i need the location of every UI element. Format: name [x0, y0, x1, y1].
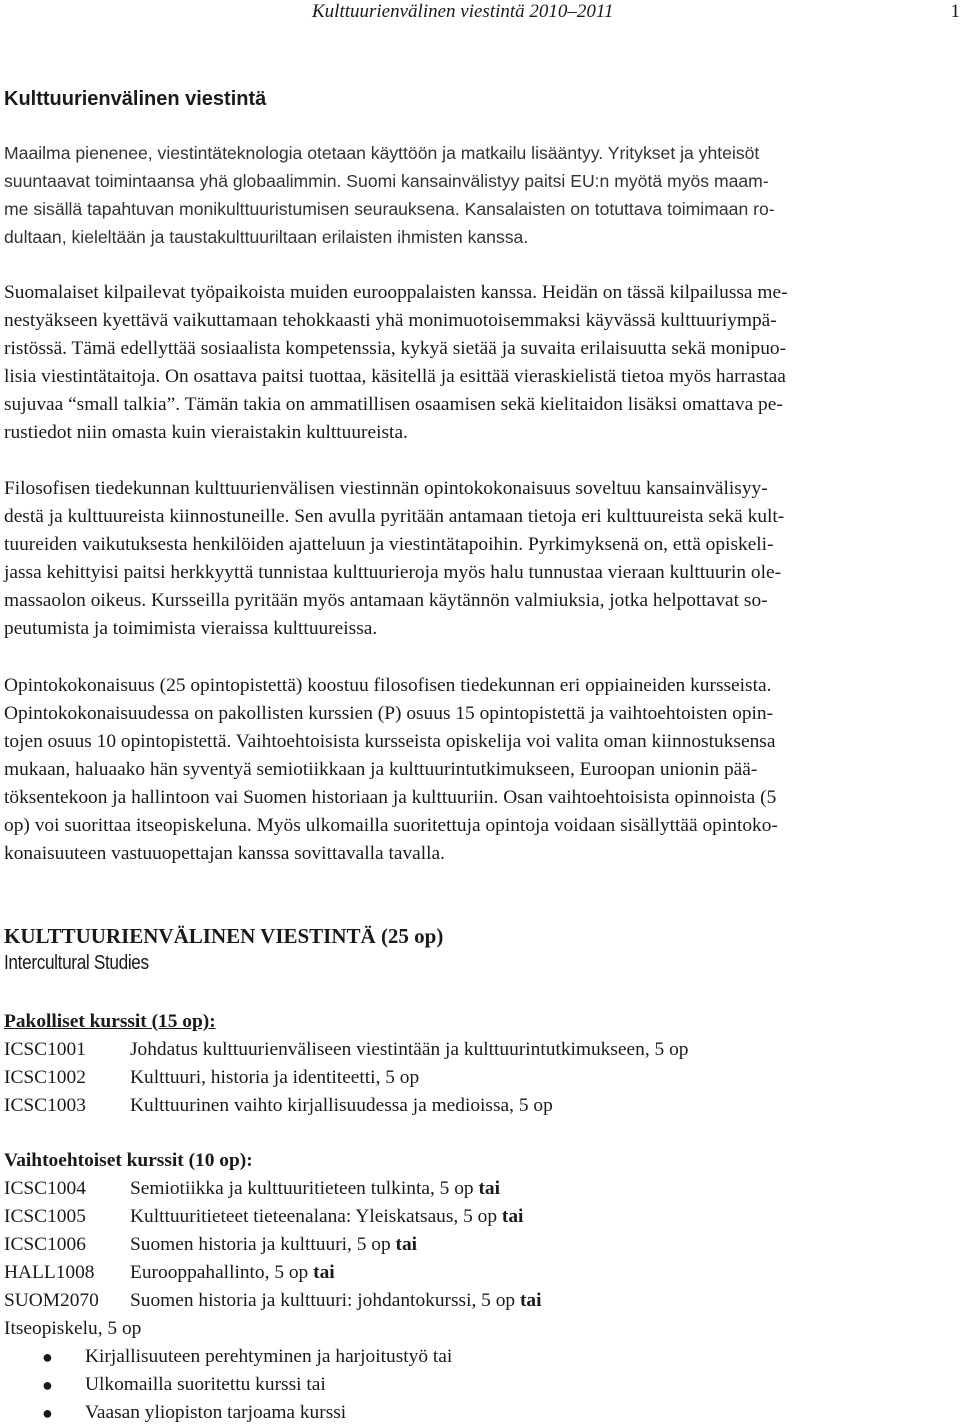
- optional-course-list: [4, 1175, 956, 1315]
- intro-line: dultaan, kieleltään ja taustakulttuuriltaan erilaisten ihmisten kanssa.: [4, 227, 529, 247]
- program-subheading: Intercultural Studies: [4, 952, 149, 974]
- list-item-text: Kirjallisuuteen perehtyminen ja harjoitustyö tai: [85, 1346, 453, 1367]
- paragraph-line: sujuvaa “small talkia”. Tämän takia on ammatillisen osaamisen sekä kielitaidon lisäksi omattava pe-: [4, 394, 783, 415]
- paragraph-line: Opintokokonaisuudessa on pakollisten kurssien (P) osuus 15 opintopistettä ja vaihtoehtoisten opin-: [4, 703, 774, 724]
- running-header: [312, 0, 960, 24]
- list-item-text: Vaasan yliopiston tarjoama kurssi: [85, 1402, 347, 1423]
- course-name: Eurooppahallinto, 5 op tai: [130, 1262, 335, 1283]
- paragraph-line: Opintokokonaisuus (25 opintopistettä) koostuu filosofisen tiedekunnan eri oppiaineiden kursseista.: [4, 675, 772, 696]
- competition-paragraph: [4, 279, 956, 447]
- paragraph-line: jassa kehittyisi paitsi herkkyyttä tunnistaa kulttuurieroja myös halu tunnustaa vieraan kulttuurin ole-: [4, 562, 782, 583]
- list-item: [4, 1343, 704, 1371]
- course-code: ICSC1003: [4, 1095, 86, 1116]
- course-name: Johdatus kulttuurienväliseen viestintään ja kulttuurintutkimukseen, 5 op: [130, 1039, 689, 1060]
- mandatory-course-list: [4, 1036, 956, 1120]
- course-code: SUOM2070: [4, 1290, 99, 1311]
- faculty-paragraph: [4, 475, 956, 643]
- course-code: ICSC1006: [4, 1234, 86, 1255]
- course-conjunction: tai: [519, 1290, 542, 1311]
- paragraph-line: Filosofisen tiedekunnan kulttuurienvälisen viestinnän opintokokonaisuus soveltuu kansainvälisyy-: [4, 478, 768, 499]
- course-name: Kulttuurinen vaihto kirjallisuudessa ja medioissa, 5 op: [130, 1095, 553, 1116]
- page-number: 1: [950, 1, 960, 22]
- course-code: ICSC1001: [4, 1039, 86, 1060]
- paragraph-line: tuureiden vaikutuksesta henkilöiden ajatteluun ja viestintätapoihin. Pyrkimyksenä on, että opiskeli-: [4, 534, 774, 555]
- self-study-list: [4, 1343, 704, 1427]
- paragraph-line: töksentekoon ja hallintoon vai Suomen historiaan ja kulttuuriin. Osan vaihtoehtoisista opinnoista (5: [4, 787, 777, 808]
- intro-line: suuntaavat toimintaansa yhä globaalimmin. Suomi kansainvälistyy paitsi EU:n myötä myös maam-: [4, 171, 769, 191]
- paragraph-line: rustiedot niin omasta kuin vieraistakin kulttuureista.: [4, 422, 408, 443]
- course-row: [4, 1092, 956, 1120]
- paragraph-line: op) voi suorittaa itseopiskeluna. Myös ulkomailla suoritettuja opintoja voidaan sisällyttää opintoko-: [4, 815, 778, 836]
- course-code: ICSC1005: [4, 1206, 86, 1227]
- course-row: [4, 1175, 956, 1203]
- program-heading: KULTTUURIENVÄLINEN VIESTINTÄ (25 op): [4, 924, 444, 948]
- course-row: [4, 1287, 956, 1315]
- course-row: [4, 1231, 956, 1259]
- intro-paragraph: [4, 139, 956, 251]
- paragraph-line: konaisuuteen vastuuopettajan kanssa sovittavalla tavalla.: [4, 843, 446, 864]
- bullet-icon: ●: [42, 1375, 53, 1395]
- list-item-text: Ulkomailla suoritettu kurssi tai: [85, 1374, 326, 1395]
- running-title: Kulttuurienvälinen viestintä 2010–2011: [312, 1, 614, 22]
- course-code: ICSC1002: [4, 1067, 86, 1088]
- course-row: [4, 1064, 956, 1092]
- course-conjunction: tai: [478, 1178, 500, 1199]
- self-study-label: Itseopiskelu, 5 op: [4, 1318, 142, 1339]
- paragraph-line: Suomalaiset kilpailevat työpaikoista muiden eurooppalaisten kanssa. Heidän on tässä kilpailussa me-: [4, 282, 788, 303]
- course-code: ICSC1004: [4, 1178, 86, 1199]
- course-conjunction: tai: [395, 1234, 418, 1255]
- course-code: HALL1008: [4, 1262, 95, 1283]
- mandatory-courses-heading: Pakolliset kurssit (15 op):: [4, 1011, 216, 1032]
- course-name: Suomen historia ja kulttuuri: johdantokurssi, 5 op tai: [130, 1290, 542, 1311]
- paragraph-line: nestyäkseen kyettävä vaikuttamaan tehokkaasti yhä monimuotoisemmaksi käyvässä kulttuuriympä-: [4, 310, 777, 331]
- bullet-icon: ●: [42, 1347, 53, 1367]
- paragraph-line: ristössä. Tämä edellyttää sosiaalista kompetenssia, kykyä sietää ja suvaita erilaisuutta sekä monipuo-: [4, 338, 787, 359]
- section-title: Kulttuurienvälinen viestintä: [4, 88, 267, 110]
- course-conjunction: tai: [313, 1262, 335, 1283]
- paragraph-line: massaolon oikeus. Kursseilla pyritään myös antamaan käytännön valmiuksia, jotka helpottavat so-: [4, 590, 768, 611]
- course-name: Kulttuuri, historia ja identiteetti, 5 op: [130, 1067, 420, 1088]
- course-row: [4, 1203, 956, 1231]
- course-name: Kulttuuritieteet tieteenalana: Yleiskatsaus, 5 op tai: [130, 1206, 524, 1227]
- course-name: Semiotiikka ja kulttuuritieteen tulkinta, 5 op tai: [130, 1178, 500, 1199]
- list-item: [4, 1371, 704, 1399]
- paragraph-line: lisia viestintätaitoja. On osattava paitsi tuottaa, käsitellä ja esittää vieraskielistä tietoa myös harrastaa: [4, 366, 786, 387]
- course-conjunction: tai: [501, 1206, 524, 1227]
- paragraph-line: tojen osuus 10 opintopistettä. Vaihtoehtoisista kursseista opiskelija voi valita oman kiinnostuksensa: [4, 731, 776, 752]
- optional-courses-heading: Vaihtoehtoiset kurssit (10 op):: [4, 1150, 253, 1171]
- list-item: [4, 1399, 704, 1427]
- course-name: Suomen historia ja kulttuuri, 5 op tai: [130, 1234, 418, 1255]
- bullet-icon: ●: [42, 1403, 53, 1423]
- paragraph-line: mukaan, haluaako hän syventyä semiotiikkaan ja kulttuurintutkimukseen, Euroopan unionin pää-: [4, 759, 758, 780]
- paragraph-line: peutumista ja toimimista vieraissa kulttuureissa.: [4, 618, 378, 639]
- intro-line: Maailma pienenee, viestintäteknologia otetaan käyttöön ja matkailu lisääntyy. Yritykset ja yhteisöt: [4, 143, 760, 163]
- course-row: [4, 1259, 956, 1287]
- structure-paragraph: [4, 672, 956, 868]
- course-row: [4, 1036, 956, 1064]
- intro-line: me sisällä tapahtuvan monikulttuuristumisen seurauksena. Kansalaisten on totuttava toimimaan ro-: [4, 199, 775, 219]
- paragraph-line: destä ja kulttuureista kiinnostuneille. Sen avulla pyritään antamaan tietoja eri kulttuureista sekä kult-: [4, 506, 785, 527]
